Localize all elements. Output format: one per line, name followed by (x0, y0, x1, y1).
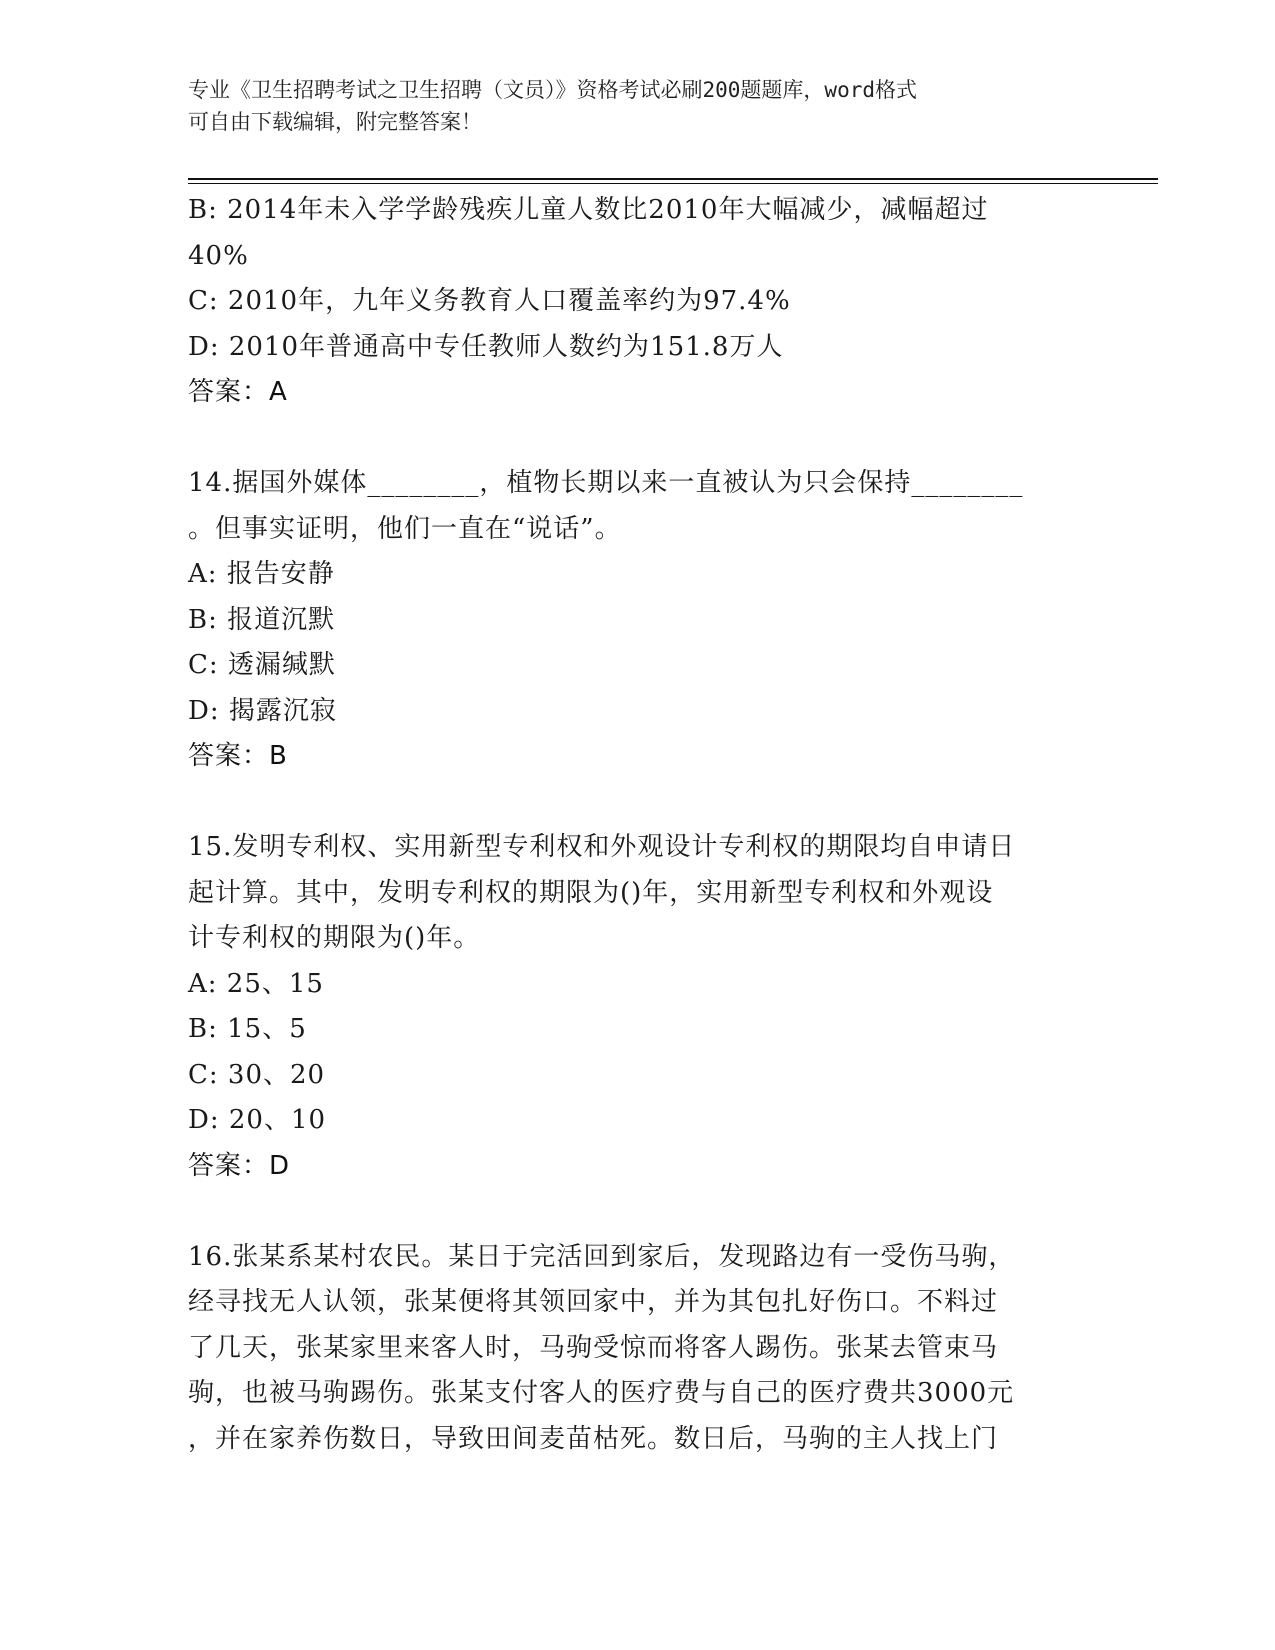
question-stem-line-1: 14.据国外媒体________，植物长期以来一直被认为只会保持________ (188, 468, 1024, 498)
option-b: B: 15、5 (188, 1014, 307, 1044)
option-d: D: 2010年普通高中专任教师人数约为151.8万人 (188, 331, 784, 362)
question-stem-line-3: 计专利权的期限为()年。 (188, 923, 481, 953)
option-d: D: 20、10 (188, 1105, 327, 1135)
option-d: D: 揭露沉寂 (188, 695, 337, 726)
question-stem-line-4: 驹，也被马驹踢伤。张某支付客人的医疗费与自己的医疗费共3000元 (188, 1378, 1015, 1408)
question-stem-line-2: 起计算。其中，发明专利权的期限为()年，实用新型专利权和外观设 (188, 877, 994, 908)
spacer (188, 780, 1083, 826)
option-c: C: 30、20 (188, 1059, 326, 1090)
answer: 答案：A (188, 377, 288, 407)
document-body (188, 188, 1083, 1462)
question-16 (188, 1235, 1083, 1463)
question-13-continued (188, 188, 1083, 416)
option-c: C: 透漏缄默 (188, 650, 336, 680)
question-15 (188, 825, 1083, 1189)
header-line-1: 专业《卫生招聘考试之卫生招聘（文员）》资格考试必刷200题题库，word格式 (188, 78, 917, 102)
option-b: B: 报道沉默 (188, 604, 336, 635)
question-stem-line-1: 16.张某系某村农民。某日于完活回到家后，发现路边有一受伤马驹， (188, 1241, 1016, 1272)
question-14 (188, 461, 1083, 780)
option-a: A: 25、15 (188, 968, 324, 999)
header-rule-thick (188, 178, 1158, 180)
option-a: A: 报告安静 (188, 559, 335, 589)
spacer (188, 1189, 1083, 1235)
answer: 答案：D (188, 1150, 291, 1181)
answer: 答案：B (188, 741, 288, 771)
header-rule-thin (188, 183, 1158, 184)
question-stem-line-3: 了几天，张某家里来客人时，马驹受惊而将客人踢伤。张某去管束马 (188, 1332, 999, 1363)
question-stem-line-5: ，并在家养伤数日，导致田间麦苗枯死。数日后，马驹的主人找上门 (188, 1423, 999, 1454)
question-stem-line-2: 经寻找无人认领，张某便将其领回家中，并为其包扎好伤口。不料过 (188, 1287, 999, 1317)
spacer (188, 416, 1083, 462)
option-b-line-2: 40% (188, 240, 249, 271)
question-stem-line-1: 15.发明专利权、实用新型专利权和外观设计专利权的期限均自申请日 (188, 832, 1016, 862)
question-stem-line-2: 。但事实证明，他们一直在“说话”。 (188, 513, 622, 544)
option-c: C: 2010年，九年义务教育人口覆盖率约为97.4% (188, 286, 791, 316)
option-b-line-1: B: 2014年未入学学龄残疾儿童人数比2010年大幅减少，减幅超过 (188, 195, 989, 225)
page-header (188, 74, 1068, 138)
header-line-2: 可自由下载编辑，附完整答案！ (188, 110, 482, 134)
